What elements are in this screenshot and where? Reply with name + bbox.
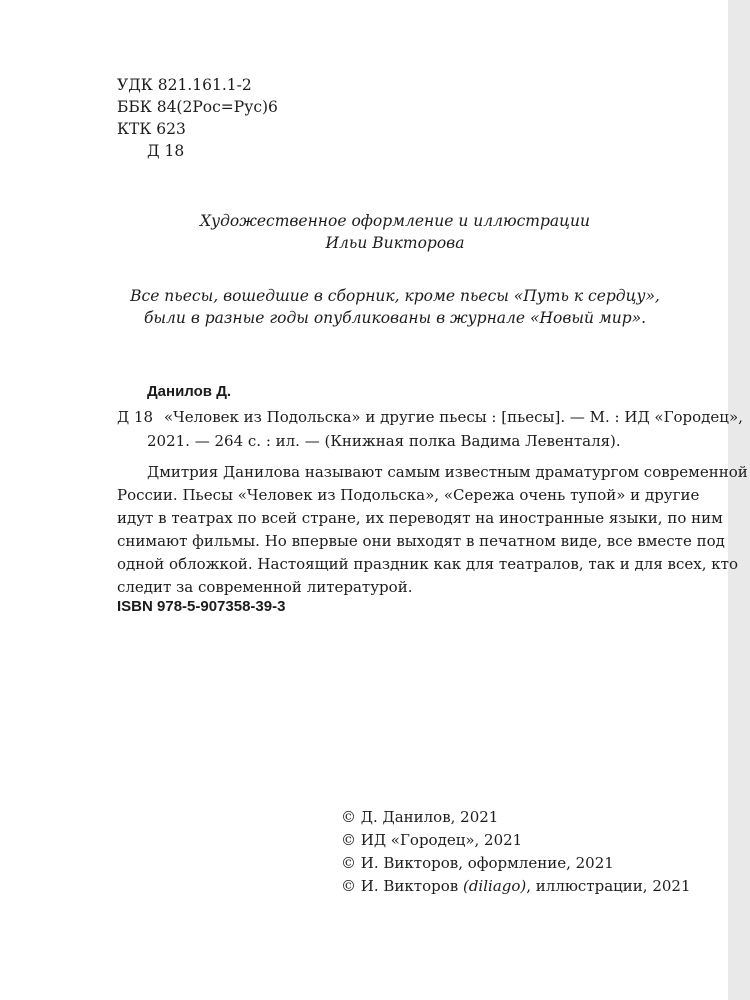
credits-line-2: Ильи Викторова [325,234,465,252]
copyright-line-3: © И. Викторов, оформление, 2021 [341,854,614,872]
credits-line-1: Художественное оформление и иллюстрации [200,212,590,230]
copyright-line-4-start: © И. Викторов [341,877,463,895]
annotation-line-5: одной обложкой. Настоящий праздник как для театралов, так и для всех, кто [117,555,738,573]
bbk-code: ББК 84(2Рос=Рус)6 [117,98,278,116]
annotation-line-1: Дмитрия Данилова называют самым известным драматургом современной [147,463,748,481]
annotation-line-2: России. Пьесы «Человек из Подольска», «Сережа очень тупой» и другие [117,486,700,504]
copyright-line-1: © Д. Данилов, 2021 [341,808,499,826]
annotation-line-6: следит за современной литературой. [117,578,413,596]
bibliographic-line-2: 2021. — 264 с. : ил. — (Книжная полка Вадима Левенталя). [147,432,621,450]
annotation-line-3: идут в театрах по всей стране, их переводят на иностранные языки, по ним [117,509,723,527]
copyright-line-4-end: , иллюстрации, 2021 [526,877,691,895]
copyright-line-4 [341,875,691,898]
note-line-2: были в разные годы опубликованы в журнале «Новый мир». [143,309,647,327]
isbn: ISBN 978-5-907358-39-3 [117,598,286,615]
note-line-1: Все пьесы, вошедшие в сборник, кроме пьесы «Путь к сердцу», [130,287,660,305]
bibliographic-author: Данилов Д. [147,383,232,400]
ktk-code: КТК 623 [117,120,186,138]
annotation-line-4: снимают фильмы. Но впервые они выходят в печатном виде, все вместе под [117,532,725,550]
udk-code: УДК 821.161.1-2 [117,76,252,94]
author-sign: Д 18 [147,142,185,160]
copyright-line-2: © ИД «Городец», 2021 [341,831,523,849]
copyright-line-4-alias: (diliago) [462,877,527,895]
bibliographic-sign: Д 18 [117,408,154,426]
bibliographic-line-1: «Человек из Подольска» и другие пьесы : [пьесы]. — М. : ИД «Городец», [164,408,743,426]
